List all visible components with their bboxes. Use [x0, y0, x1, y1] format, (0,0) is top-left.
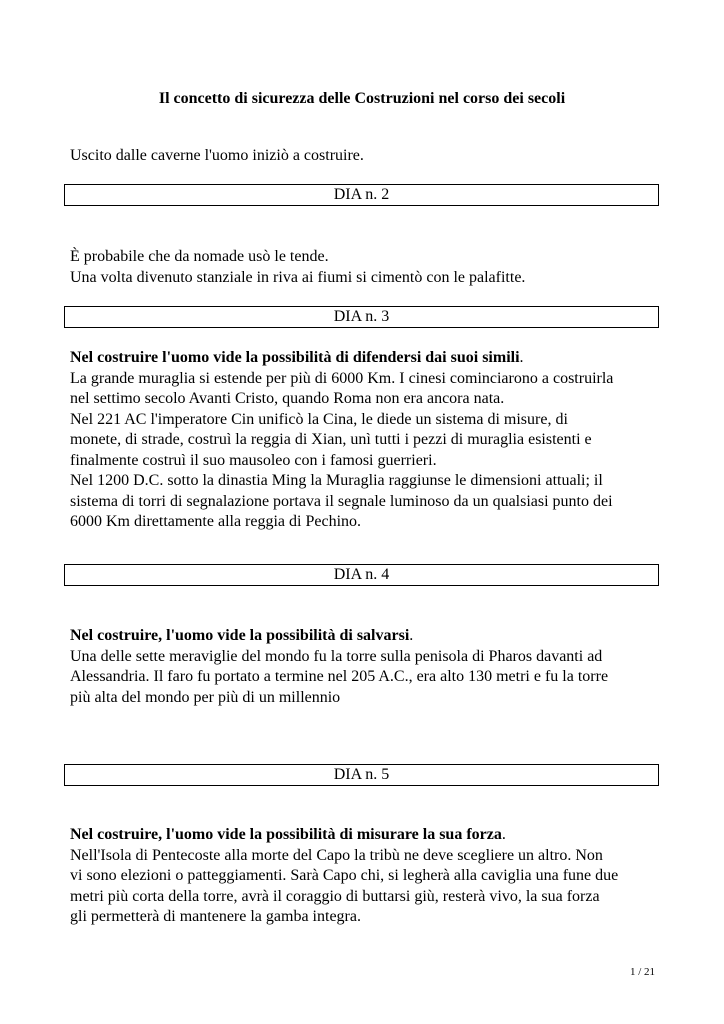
paragraph-line: metri più corta della torre, avrà il coraggio di buttarsi giù, resterà vivo, la sua forza [70, 887, 600, 905]
paragraph-line: È probabile che da nomade usò le tende. [70, 248, 329, 265]
dia-box-3 [64, 306, 659, 328]
paragraph-pentecoste [70, 825, 655, 928]
intro-paragraph [70, 146, 655, 167]
paragraph-line: più alta del mondo per più di un millennio [70, 688, 341, 706]
page-number: 1 / 21 [629, 966, 655, 978]
dia-box-5 [64, 764, 659, 786]
paragraph-line: Nel 1200 D.C. sotto la dinastia Ming la Muraglia raggiunse le dimensioni attuali; il [70, 472, 603, 489]
dia-label: DIA n. 5 [333, 766, 390, 783]
paragraph-line: 6000 Km direttamente alla reggia di Pechino. [70, 513, 362, 530]
paragraph-line: gli permetterà di mantenere la gamba integra. [70, 908, 361, 925]
paragraph-line: Alessandria. Il faro fu portato a termine nel 205 A.C., era alto 130 metri e fu la torre [70, 668, 609, 685]
paragraph-line: nel settimo secolo Avanti Cristo, quando Roma non era ancora nata. [70, 390, 505, 407]
dia-label: DIA n. 3 [333, 308, 390, 325]
heading-punct: . [501, 826, 506, 843]
paragraph-line: Una volta divenuto stanziale in riva ai fiumi si cimentò con le palafitte. [70, 268, 526, 286]
paragraph-muraglia [70, 348, 655, 533]
dia-box-4 [64, 564, 659, 586]
heading-punct: . [519, 349, 524, 366]
heading-punct: . [409, 627, 414, 644]
paragraph-heading [70, 348, 655, 369]
paragraph-line: La grande muraglia si estende per più di 6000 Km. I cinesi cominciarono a costruirla [70, 369, 614, 387]
paragraph-line: monete, di strade, costruì la reggia di Xian, unì tutti i pezzi di muraglia esistenti e [70, 431, 592, 448]
paragraph-heading [70, 825, 655, 846]
dia-label: DIA n. 2 [333, 186, 390, 203]
paragraph-faro [70, 626, 655, 708]
page-title: Il concetto di sicurezza delle Costruzioni nel corso dei secoli [158, 90, 566, 107]
dia-box-2 [64, 184, 659, 206]
paragraph-line: finalmente costruì il suo mausoleo con i famosi guerrieri. [70, 451, 437, 469]
paragraph-line: vi sono elezioni o patteggiamenti. Sarà Capo chi, si legherà alla caviglia una fune due [70, 867, 619, 884]
intro-line: Uscito dalle caverne l'uomo iniziò a costruire. [70, 147, 364, 164]
paragraph-line: Nel 221 AC l'imperatore Cin unificò la Cina, le diede un sistema di misure, di [70, 410, 568, 428]
heading-bold: Nel costruire, l'uomo vide la possibilità di misurare la sua forza [70, 826, 502, 843]
heading-bold: Nel costruire, l'uomo vide la possibilità di salvarsi [70, 627, 410, 644]
paragraph-heading [70, 626, 655, 647]
heading-bold: Nel costruire l'uomo vide la possibilità di difendersi dai suoi simili [70, 349, 520, 366]
paragraph-line: Una delle sette meraviglie del mondo fu la torre sulla penisola di Pharos davanti ad [70, 647, 603, 665]
paragraph-line: Nell'Isola di Pentecoste alla morte del Capo la tribù ne deve scegliere un altro. Non [70, 846, 603, 864]
paragraph-line: sistema di torri di segnalazione portava il segnale luminoso da un qualsiasi punto dei [70, 492, 613, 510]
paragraph-tende [70, 247, 655, 288]
dia-label: DIA n. 4 [333, 566, 390, 583]
